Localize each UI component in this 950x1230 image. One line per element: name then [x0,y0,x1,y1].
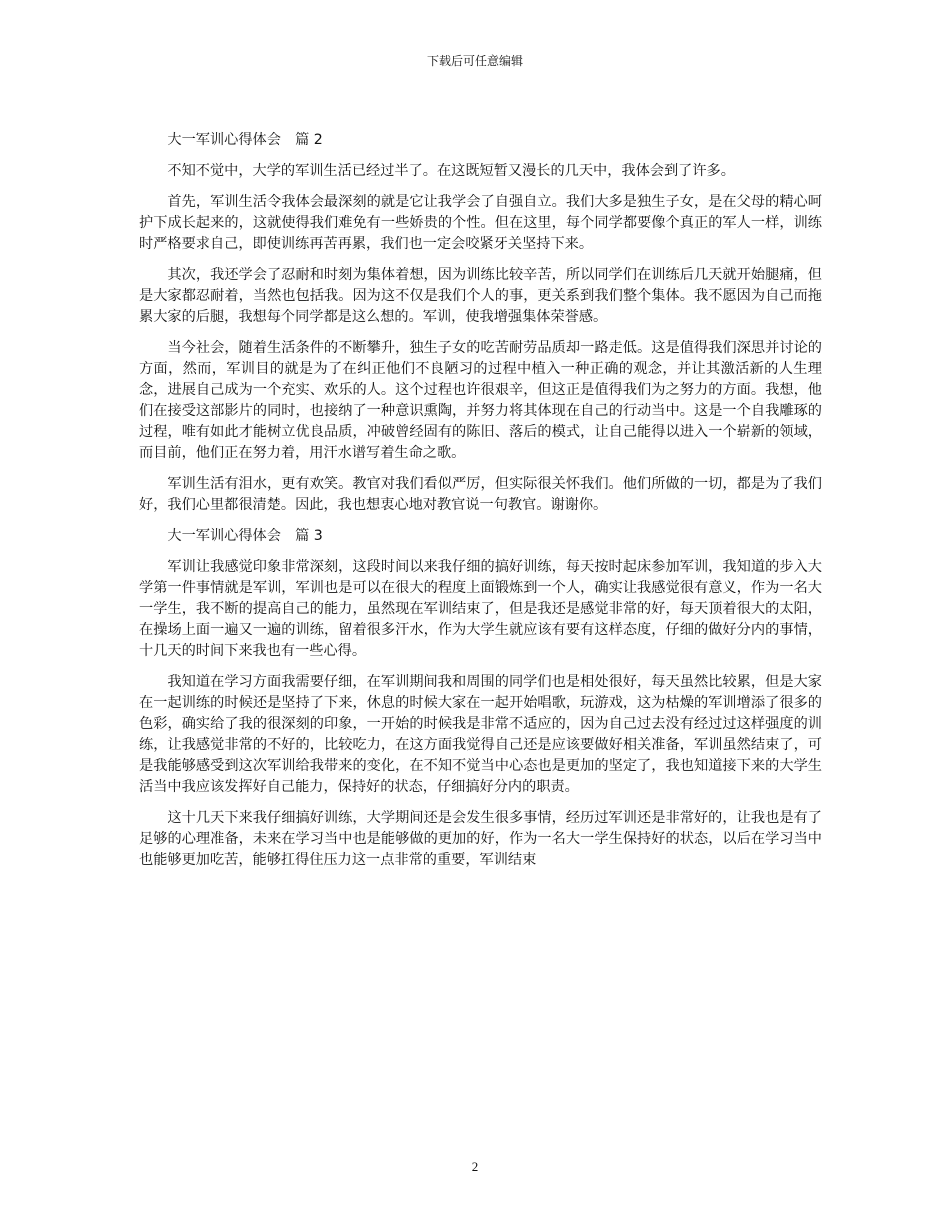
paragraph: 军训生活有泪水，更有欢笑。教官对我们看似严厉，但实际很关怀我们。他们所做的一切，都是为了我们好，我们心里都很清楚。因此，我也想衷心地对教官说一句教官。谢谢你。 [139,476,822,513]
paragraph: 我知道在学习方面我需要仔细，在军训期间我和周围的同学们也是相处很好，每天虽然比较累，但是大家在一起训练的时候还是坚持了下来，休息的时候大家在一起开始唱歌，玩游戏，这为枯燥的军训增添了很多的色彩，确实给了我的很深刻的印象，一开始的时候我是非常不适应的，因为自己过去没有经过过这样强度的训练，让我感觉非常的不好的，比较吃力，在这方面我觉得自己还是应该要做好相关准备，军训虽然结束了，可是我能够感受到这次军训给我带来的变化，在不知不觉当中心态也是更加的坚定了，我也知道接下来的大学生活当中我应该发挥好自己能力，保持好的状态，仔细搞好分内的职责。 [139,674,822,795]
paragraph: 其次，我还学会了忍耐和时刻为集体着想，因为训练比较辛苦，所以同学们在训练后几天就开始腿痛，但是大家都忍耐着，当然也包括我。因为这不仅是我们个人的事，更关系到我们整个集体。我不愿因为自己而拖累大家的后腿，我想每个同学都是这么想的。军训，使我增强集体荣誉感。 [139,267,822,325]
page-header: 下载后可任意编辑 [426,54,523,68]
section-title: 大一军训心得体会 篇 3 [167,528,323,544]
page-number: 2 [471,1159,479,1174]
paragraph: 不知不觉中，大学的军训生活已经过半了。在这既短暂又漫长的几天中，我体会到了许多。 [167,163,735,179]
paragraph: 军训让我感觉印象非常深刻，这段时间以来我仔细的搞好训练，每天按时起床参加军训，我知道的步入大学第一件事情就是军训，军训也是可以在很大的程度上面锻炼到一个人，确实让我感觉很有意义，作为一名大一学生，我不断的提高自己的能力，虽然现在军训结束了，但是我还是感觉非常的好，每天顶着很大的太阳，在操场上面一遍又一遍的训练，留着很多汗水，作为大学生就应该有要有这样态度，仔细的做好分内的事情，十几天的时间下来我也有一些心得。 [139,559,822,659]
paragraph: 当今社会，随着生活条件的不断攀升，独生子女的吃苦耐劳品质却一路走低。这是值得我们深思并讨论的方面，然而，军训目的就是为了在纠正他们不良陋习的过程中植入一种正确的观念，并让其激活新的人生理念，进展自己成为一个充实、欢乐的人。这个过程也许很艰辛，但这正是值得我们为之努力的方面。我想，他们在接受这部影片的同时，也接纳了一种意识熏陶，并努力将其体现在自己的行动当中。这是一个自我雕琢的过程，唯有如此才能树立优良品质，冲破曾经固有的陈旧、落后的模式，让自己能得以进入一个崭新的领域，而目前，他们正在努力着，用汗水谱写着生命之歌。 [139,340,822,461]
paragraph: 这十几天下来我仔细搞好训练，大学期间还是会发生很多事情，经历过军训还是非常好的，让我也是有了足够的心理准备，未来在学习当中也是能够做的更加的好，作为一名大一学生保持好的状态，以后在学习当中也能够更加吃苦，能够扛得住压力这一点非常的重要，军训结束 [139,810,822,868]
section-title: 大一军训心得体会 篇 2 [167,132,323,148]
paragraph: 首先，军训生活令我体会最深刻的就是它让我学会了自强自立。我们大多是独生子女，是在父母的精心呵护下成长起来的，这就使得我们难免有一些娇贵的个性。但在这里，每个同学都要像个真正的军人一样，训练时严格要求自己，即使训练再苦再累，我们也一定会咬紧牙关坚持下来。 [139,194,822,252]
document-body [139,130,822,881]
